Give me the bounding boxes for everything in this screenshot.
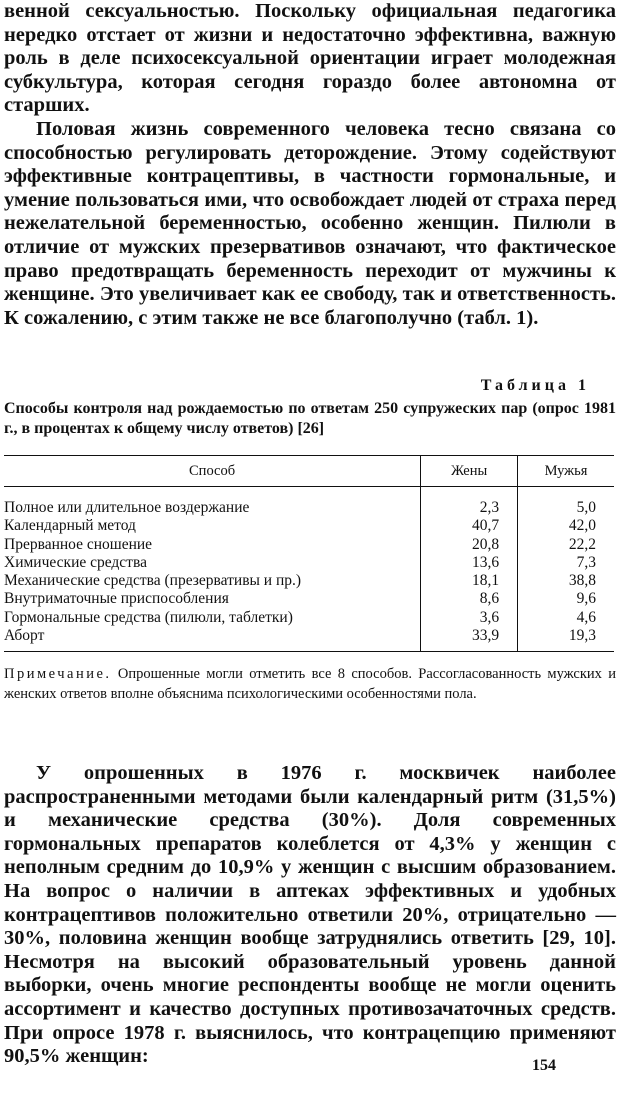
cell-husbands: 22,2 (518, 536, 614, 554)
cell-wives: 40,7 (421, 517, 518, 535)
cell-method: Календарный метод (4, 517, 136, 535)
table-row (4, 590, 614, 608)
table-note (4, 665, 616, 704)
cell-husbands: 19,3 (518, 627, 614, 652)
cell-method: Гормональные средства (пилюли, таблетки) (4, 608, 293, 626)
cell-wives: 20,8 (421, 536, 518, 554)
cell-method: Внутриматочные приспособления (4, 590, 229, 608)
cell-wives: 13,6 (421, 554, 518, 572)
table-label: Таблица 1 (480, 377, 590, 394)
header-wives: Жены (421, 456, 518, 487)
cell-method: Аборт (4, 627, 421, 652)
table-caption: Способы контроля над рождаемостью по ответам 250 супружеских пар (опрос 1981 г., в процентах к общему числу ответов) [26] (4, 400, 616, 437)
cell-wives: 33,9 (421, 627, 518, 652)
cell-husbands: 5,0 (518, 487, 614, 518)
cell-wives: 2,3 (421, 487, 518, 518)
cell-method: Прерванное сношение (4, 535, 153, 553)
cell-husbands: 38,8 (518, 572, 614, 590)
header-method: Способ (4, 456, 421, 487)
cell-husbands: 7,3 (518, 554, 614, 572)
paragraph-bottom: У опрошенных в 1976 г. москвичек наиболее распространенными методами были календарный ритм (31,5%) и механические средства (30%). Доля современных гормональных препаратов колеблется от 4,3% у женщин с неполным средним до 10,9% у женщин с высшим образованием. На вопрос о наличии в аптеках эффективных и удобных контрацептивов положительно ответили 20%, отрицательно — 30%, половина женщин вообще затруднялись ответить [29, 10]. Несмотря на высокий образовательный уровень данной выборки, очень многие респонденты вообще не могли оценить ассортимент и качество доступных противозачаточных средств. При опросе 1978 г. выяснилось, что контрацепцию применяют 90,5% женщин: (4, 762, 616, 1068)
table-header-row (4, 456, 614, 487)
cell-method: Химические средства (4, 553, 147, 571)
cell-husbands: 4,6 (518, 609, 614, 627)
table-row (4, 487, 614, 518)
table-row (4, 609, 614, 627)
cell-husbands: 42,0 (518, 517, 614, 535)
cell-wives: 3,6 (421, 609, 518, 627)
note-label: Примечание. (4, 666, 112, 682)
data-table (4, 455, 614, 652)
note-text: Опрошенные могли отметить все 8 способов. Рассогласованность мужских и женских ответов вполне объяснима психологическими особенностями пола. (4, 666, 616, 702)
table-row (4, 536, 614, 554)
cell-method: Полное или длительное воздержание (4, 499, 250, 516)
table-row (4, 554, 614, 572)
data-table-container (4, 455, 614, 652)
table-row (4, 572, 614, 590)
cell-husbands: 9,6 (518, 590, 614, 608)
paragraph-top: венной сексуальностью. Поскольку официальная педагогика нередко отстает от жизни и недостаточно эффективна, важную роль в деле психосексуальной ориентации играет молодежная субкультура, которая сегодня гораздо более автономна от старших. (4, 0, 616, 117)
header-husbands: Мужья (518, 456, 614, 487)
cell-method: Механические средства (презервативы и пр.) (4, 572, 302, 590)
table-row (4, 517, 614, 535)
cell-wives: 8,6 (421, 590, 518, 608)
table-row (4, 627, 614, 652)
page-number: 154 (532, 1057, 556, 1074)
paragraph-second: Половая жизнь современного человека тесно связана со способностью регулировать деторождение. Этому содействуют эффективные контрацептивы, в частности гормональные, и умение пользоваться ими, что освобождает людей от страха перед нежелательной беременностью, особенно женщин. Пилюли в отличие от мужских презервативов означают, что фактическое право предотвращать беременность переходит от мужчины к женщине. Это увеличивает как ее свободу, так и ответственность. К сожалению, с этим также не все благополучно (табл. 1). (4, 118, 616, 329)
cell-wives: 18,1 (421, 572, 518, 590)
